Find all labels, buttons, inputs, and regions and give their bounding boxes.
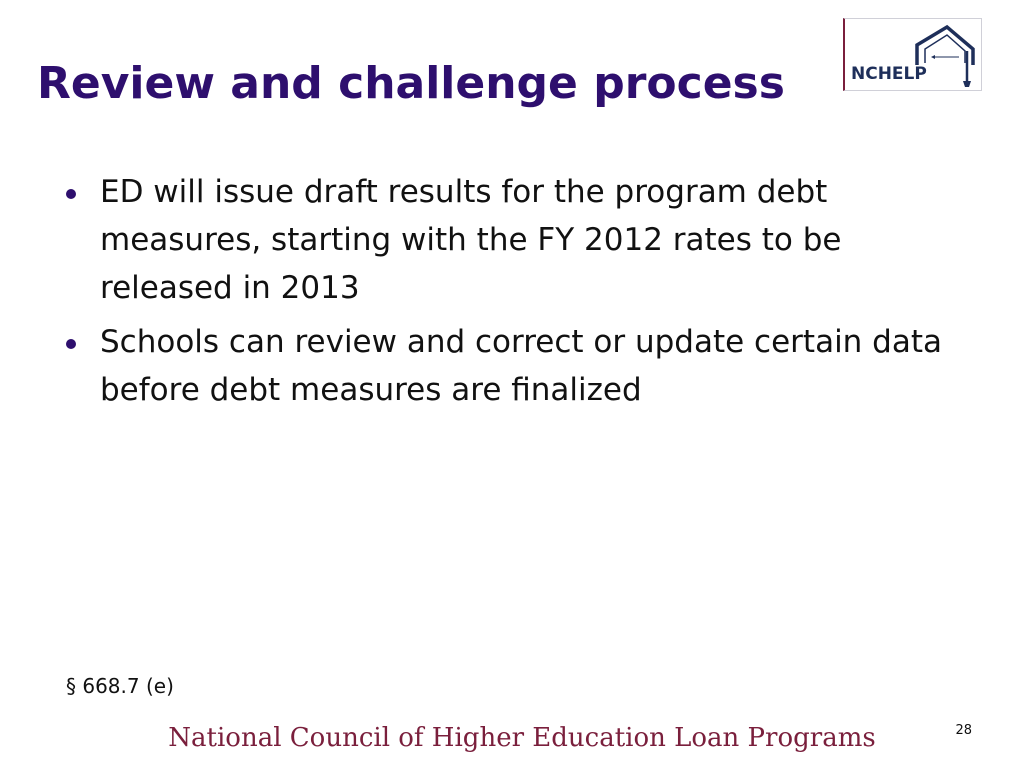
- bullet-text: Schools can review and correct or update certain data before debt measures are finalized: [100, 324, 943, 408]
- footer-organization-name: National Council of Higher Education Loan Programs: [168, 723, 876, 753]
- bullet-dot-icon: [66, 339, 76, 349]
- regulation-citation: § 668.7 (e): [66, 674, 174, 698]
- bullet-item: [60, 168, 980, 312]
- bullet-item: [60, 318, 980, 414]
- bullet-dot-icon: [66, 189, 76, 199]
- logo-text: NCHELP: [851, 64, 927, 84]
- slide-title: Review and challenge process: [37, 58, 785, 109]
- bullet-text: ED will issue draft results for the program debt measures, starting with the FY 2012 rates to be released in 2013: [100, 174, 842, 306]
- page-number: 28: [955, 723, 972, 738]
- bullet-list: [60, 168, 980, 420]
- nchelp-logo: [843, 18, 982, 91]
